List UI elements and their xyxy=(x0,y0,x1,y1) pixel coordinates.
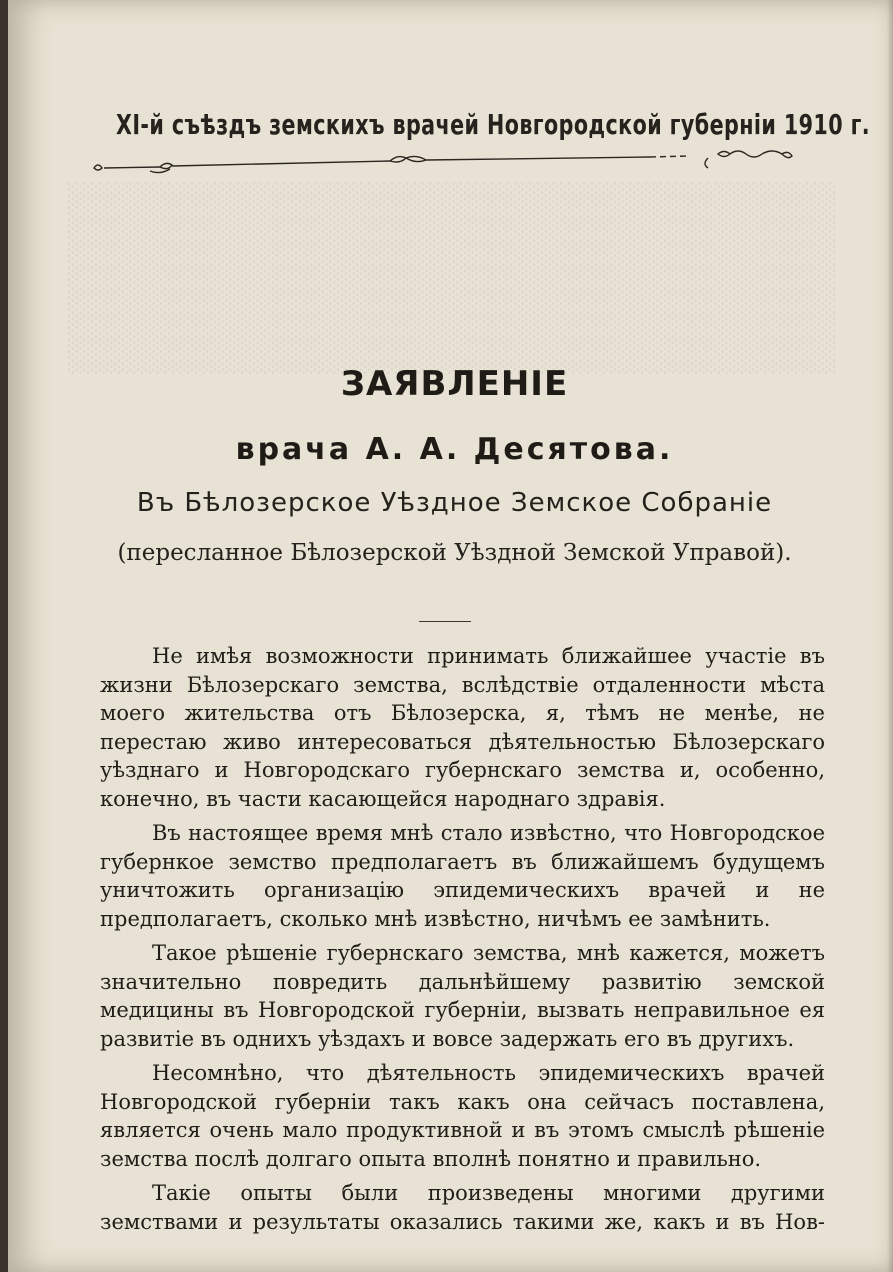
paragraph-4: Несомнѣно, что дѣятельность эпидемическихъ врачей Новгородской губерніи такъ какъ она сейчасъ поставлена, является очень мало продуктивной и въ этомъ смыслѣ рѣшеніе земства послѣ долгаго опыта вполнѣ понятно и правильно. xyxy=(100,1061,825,1171)
bleed-through-texture: ░░░░░░░░░░░░░░░░░░░░░░░░░░░░░░░░░░░░░░░░░░░░░░░░░░ ░░░░░░░░░░░░░░░░░░░░░░░░░░░░░░░░░░░░░░░░░░░░░░░░░░ ░░░░░░░░░░░░░░░░░░░░░░░░░░░░░░░░░░░░░░░░░░░░░░░░░░ ░░░░░░░░░░░░░░░░░░░░░░░░░░░░░░░░░░░░░░░░░░░░░░░░░░ ░░░░░░░░░░░░░░░░░░░░░░░░░░░░░░░░░░░░░░░░░░░░░░░░░░ ░░░░░░░░░░░░░░░░░░░░░░░░░░░░░░░░░░░░░░░░░░░░░░░░░░ ░░░░░░░░░░░░░░░░░░░░░░░░░░░░░░░░░░░░░░░░░░░░░░░░░░ ░░░░░░░░░░░░░░░░░░░░░░░░░░░░░░░░░░░░░░░░░░░░░░░░░░ xyxy=(68,182,838,374)
document-page xyxy=(8,0,893,1272)
running-header-title: XI-й съѣздъ земскихъ врачей Новгородской губерніи 1910 г. xyxy=(116,108,871,141)
paragraph-1: Не имѣя возможности принимать ближайшее участіе въ жизни Бѣлозерскаго земства, вслѣдствіе отдаленности мѣста моего жительства отъ Бѣлозерска, я, тѣмъ не менѣе, не перестаю живо интересоваться дѣятельностью Бѣлозерскаго уѣзднаго и Новгородскаго губернскаго земства и, особенно, конечно, въ части касающейся народнаго здравія. xyxy=(100,644,825,811)
paragraph-5: Такіе опыты были произведены многими другими земствами и результаты оказались такими же, какъ и въ Нов- xyxy=(100,1181,825,1234)
paragraph-3: Такое рѣшеніе губернскаго земства, мнѣ кажется, можетъ значительно повредить дальнѣйшему развитію земской медицины въ Новгородской губерніи, вызвать неправильное ея развитіе въ однихъ уѣздахъ и вовсе задержать его въ другихъ. xyxy=(100,941,825,1051)
ornamental-rule-icon xyxy=(90,148,802,178)
page-edge-shadow xyxy=(887,0,893,1272)
section-divider xyxy=(419,621,471,622)
document-subtitle: врача А. А. Десятова. xyxy=(235,432,674,467)
body-text xyxy=(100,642,825,1242)
document-addressee: Въ Бѣлозерское Уѣздное Земское Собраніе xyxy=(136,488,773,518)
paragraph-2: Въ настоящее время мнѣ стало извѣстно, что Новгородское губернкое земство предполагаетъ въ ближайшемъ будущемъ уничтожить организацію эпидемическихъ врачей и не предполагаетъ, сколько мнѣ извѣстно, ничѣмъ ее замѣнить. xyxy=(100,821,825,931)
document-title: ЗАЯВЛЕНІЕ xyxy=(340,364,569,404)
document-note: (пересланное Бѣлозерской Уѣздной Земской Управой). xyxy=(117,540,792,566)
